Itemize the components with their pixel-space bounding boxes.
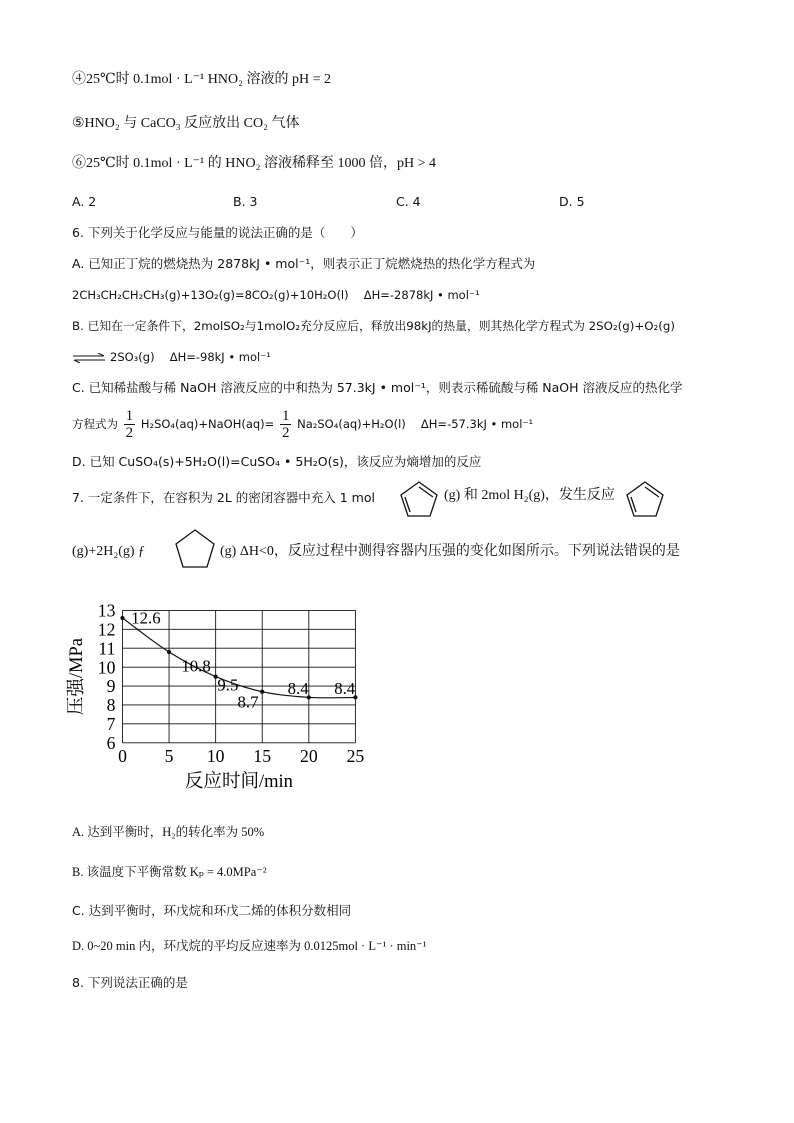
data-label: 10.8	[181, 656, 211, 676]
cyclopentadiene-icon	[396, 478, 442, 522]
data-point	[260, 690, 264, 694]
q6-option-c-line1[interactable]: C. 已知稀盐酸与稀 NaOH 溶液反应的中和热为 57.3kJ • mol⁻¹，则表示稀硫酸与稀 NaOH 溶液反应的热化学	[72, 380, 683, 395]
y-tick-label: 7	[106, 714, 116, 735]
data-point	[120, 616, 124, 620]
q5-item-5: ⑤HNO₂ 与 CaCO₃ 反应放出 CO₂ 气体	[72, 116, 300, 131]
q5-option-b[interactable]: B. 3	[233, 194, 258, 209]
x-axis-label: 反应时间/min	[184, 770, 293, 792]
q6-option-c-line2: 方程式为 $\frac{1}{2}$ H₂SO₄(aq)+NaOH(aq)= $\frac{1}{2}$ Na₂SO₄(aq)+H₂O(l) ΔH=-57.3kJ • mol⁻¹	[72, 408, 534, 441]
data-label: 12.6	[131, 608, 161, 628]
x-tick-label: 5	[164, 746, 174, 767]
y-tick-label: 13	[97, 600, 116, 621]
q5-item-4: ④25℃时 0.1mol · L⁻¹ HNO₂ 溶液的 pH = 2	[72, 72, 331, 87]
fraction-half: $\frac{1}{2}$	[281, 408, 290, 441]
y-tick-label: 8	[106, 695, 116, 716]
q7-stem-line2b: (g) ΔH<0，反应过程中测得容器内压强的变化如图所示。下列说法错误的是	[220, 544, 680, 559]
q8-stem: 8. 下列说法正确的是	[72, 975, 188, 990]
data-point	[167, 650, 171, 654]
q6-option-b-line1[interactable]: B. 已知在一定条件下，2molSO₂与1molO₂充分反应后，释放出98kJ的热量，则其热化学方程式为 2SO₂(g)+O₂(g)	[72, 319, 675, 333]
q6-option-a-line2: 2CH₃CH₂CH₂CH₃(g)+13O₂(g)=8CO₂(g)+10H₂O(l) ΔH=-2878kJ • mol⁻¹	[72, 288, 480, 302]
x-tick-label: 15	[253, 746, 272, 767]
y-tick-label: 9	[106, 676, 116, 697]
equilibrium-arrow-icon	[72, 353, 106, 363]
q5-option-c[interactable]: C. 4	[396, 194, 421, 209]
q7-option-c[interactable]: C. 达到平衡时，环戊烷和环戊二烯的体积分数相同	[72, 903, 352, 918]
q5-option-d[interactable]: D. 5	[559, 194, 585, 209]
data-label: 9.5	[217, 675, 239, 695]
q5-option-a[interactable]: A. 2	[72, 194, 97, 209]
data-label: 8.7	[237, 692, 259, 712]
x-tick-label: 25	[346, 746, 365, 767]
y-tick-label: 6	[106, 732, 116, 753]
y-tick-label: 11	[98, 638, 116, 659]
q6-stem: 6. 下列关于化学反应与能量的说法正确的是（ ）	[72, 225, 363, 240]
cyclopentadiene-icon	[622, 478, 668, 522]
y-axis-label: 压强/MPa	[66, 638, 87, 716]
x-tick-label: 20	[300, 746, 318, 767]
y-tick-label: 12	[97, 619, 116, 640]
pressure-time-chart	[66, 585, 366, 807]
q6-option-d[interactable]: D. 已知 CuSO₄(s)+5H₂O(l)=CuSO₄ • 5H₂O(s)，该反应为熵增加的反应	[72, 454, 482, 469]
q7-stem-line1a: 7. 一定条件下，在容积为 2L 的密闭容器中充入 1 mol	[72, 490, 375, 505]
q6-option-b-line2: 2SO₃(g) ΔH=-98kJ • mol⁻¹	[72, 349, 271, 365]
data-label: 8.4	[334, 678, 356, 698]
x-tick-label: 10	[206, 746, 225, 767]
q7-stem-line1b: (g) 和 2mol H₂(g)，发生反应	[444, 488, 615, 503]
q6-option-a-line1[interactable]: A. 已知正丁烷的燃烧热为 2878kJ • mol⁻¹，则表示正丁烷燃烧热的热化学方程式为	[72, 256, 536, 271]
y-tick-label: 10	[97, 657, 116, 678]
q5-item-6: ⑥25℃时 0.1mol · L⁻¹ 的 HNO₂ 溶液稀释至 1000 倍，pH > 4	[72, 156, 436, 171]
data-label: 8.4	[287, 678, 309, 698]
fraction-half: $\frac{1}{2}$	[125, 408, 134, 441]
x-tick-label: 0	[118, 746, 127, 767]
cyclopentane-icon	[172, 526, 218, 572]
q7-option-d[interactable]: D. 0~20 min 内，环戊烷的平均反应速率为 0.0125mol · L⁻¹ · min⁻¹	[72, 939, 427, 953]
q7-option-b[interactable]: B. 该温度下平衡常数 Kₚ = 4.0MPa⁻²	[72, 865, 267, 879]
q7-stem-line2a: (g)+2H₂(g) ƒ	[72, 544, 146, 559]
q7-option-a[interactable]: A. 达到平衡时，H₂的转化率为 50%	[72, 825, 265, 839]
